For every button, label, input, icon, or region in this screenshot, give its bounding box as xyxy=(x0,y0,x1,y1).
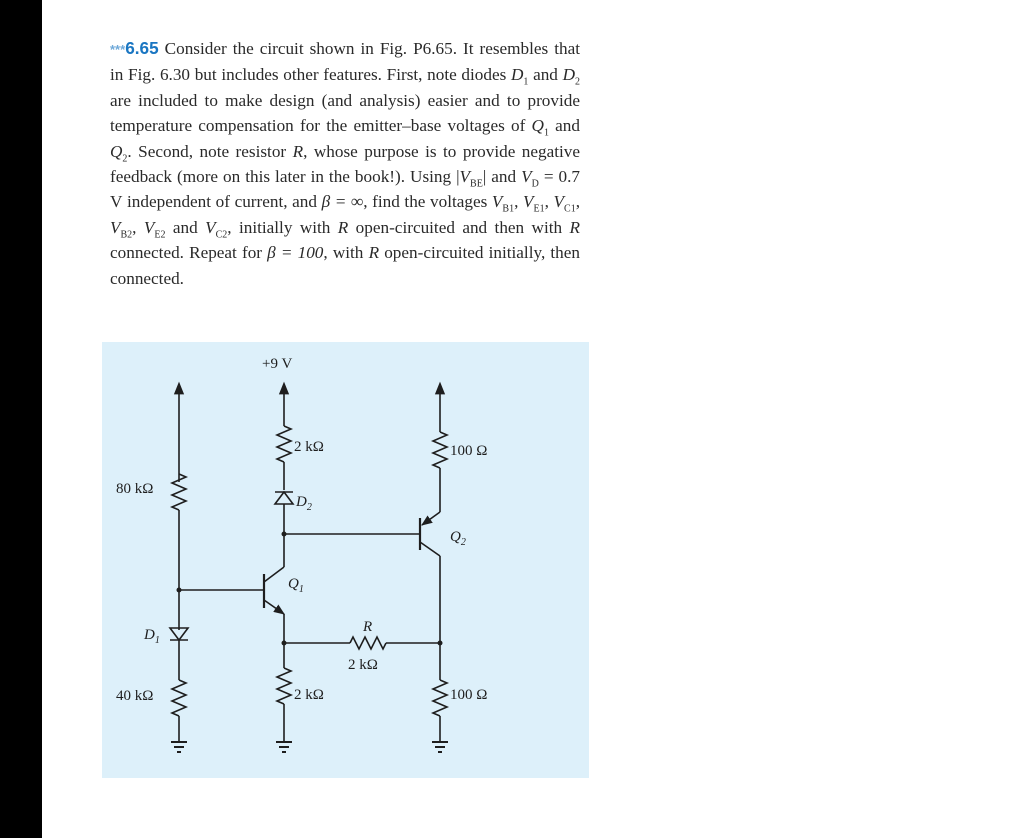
subscript: B1 xyxy=(502,203,515,215)
symbol: R xyxy=(368,243,380,263)
subscript: 1 xyxy=(543,127,549,139)
supply-label: +9 V xyxy=(262,356,293,372)
label-r-name: R xyxy=(363,619,373,635)
subscript: 2 xyxy=(575,76,580,88)
resistor-2k-top xyxy=(277,426,291,462)
symbol: V xyxy=(459,167,471,187)
text-segment: independent of current, and xyxy=(122,192,322,212)
text-segment: open-circuited and then with xyxy=(348,217,570,237)
label-q1: $Q_1$ xyxy=(288,576,304,595)
symbol: V xyxy=(521,167,532,187)
label-d2: $D_2$ xyxy=(296,494,312,513)
problem-number: 6.65 xyxy=(125,38,159,58)
junction-dot xyxy=(177,588,182,593)
text-segment: and xyxy=(486,167,522,187)
label-40k: 40 kΩ xyxy=(116,688,154,704)
subscript: 1 xyxy=(523,76,529,88)
junction-dot xyxy=(282,532,287,537)
symbol: V xyxy=(205,217,216,237)
resistor-100-bottom xyxy=(433,680,447,716)
text-segment: , with xyxy=(323,243,369,263)
symbol: V xyxy=(491,192,503,212)
diode-d2 xyxy=(275,492,293,504)
text-segment: are included to make design (and analysis) easier and to provide temperature compensation for the emitter–base voltages of xyxy=(110,90,580,136)
symbol: V xyxy=(143,217,155,237)
junction-dot xyxy=(282,641,287,646)
resistor-r xyxy=(350,637,386,649)
label-100-top: 100 Ω xyxy=(450,443,488,459)
text-segment: Consider the circuit shown in Fig. P6.65. It resembles that in Fig. 6.30 but includes other features. First, note diodes xyxy=(110,39,580,85)
symbol: V xyxy=(523,192,534,212)
label-r-value: 2 kΩ xyxy=(348,657,378,673)
subscript: 2 xyxy=(122,153,128,165)
label-80k: 80 kΩ xyxy=(116,481,154,497)
symbol: Q xyxy=(110,141,123,161)
symbol: β = 100 xyxy=(267,243,324,263)
ground-left xyxy=(171,742,187,752)
resistor-2k-bottom xyxy=(277,668,291,704)
resistor-100-top xyxy=(433,432,447,468)
subscript: E2 xyxy=(154,229,166,241)
symbol: D xyxy=(562,65,575,85)
text-segment: and xyxy=(528,65,563,85)
symbol: β = ∞ xyxy=(321,192,364,212)
circuit-diagram xyxy=(102,342,589,778)
text-segment: and xyxy=(165,217,206,237)
problem-statement: ***6.65 Consider the circuit shown in Fig. P6.65. It resembles that in Fig. 6.30 but includes other features. First, note diodes $D_1$ and $D_2$ are included to make design (and analysis) easier and to provide temperature compensation for the emitter–base voltages of $Q_1$ and $Q_2$. Second, note resistor R, whose purpose is to provide negative feedback (more on this later in the book!). Using $|V_{BE}|$ and $V_D = 0.7$ V independent of current, and β = ∞, find the voltages $V_{B1}$, $V_{E1}$, $V_{C1}$, $V_{B2}$, $V_{E2}$ and $V_{C2}$, initially with R open-circuited and then with R connected. Repeat for β = 100, with R open-circuited initially, then connected. xyxy=(110,38,581,288)
symbol: R xyxy=(337,217,349,237)
label-2k-top: 2 kΩ xyxy=(294,439,324,455)
symbol: R xyxy=(292,141,304,161)
text-segment: , whose purpose is to provide negative feedback (more on this later in the book!). Using xyxy=(110,141,580,187)
symbol: R xyxy=(569,217,580,237)
text-segment: and xyxy=(548,116,580,136)
text-segment: open-circuited initially, then connected. xyxy=(110,243,580,288)
symbol: Q xyxy=(531,116,544,136)
label-d1: $D_1$ xyxy=(144,627,160,646)
label-2k-bottom: 2 kΩ xyxy=(294,687,324,703)
text-segment: , initially with xyxy=(227,217,338,237)
subscript: C2 xyxy=(215,229,228,241)
text-segment: = 0.7 V xyxy=(110,167,580,212)
subscript: BE xyxy=(470,178,483,190)
ground-middle xyxy=(276,742,292,752)
symbol: D xyxy=(510,65,524,85)
circuit-figure xyxy=(102,342,589,778)
text-segment: , find the voltages xyxy=(363,192,492,212)
text-segment: , xyxy=(132,217,144,237)
label-q2: $Q_2$ xyxy=(450,529,466,548)
subscript: B2 xyxy=(120,229,133,241)
transistor-q1 xyxy=(264,567,284,614)
symbol: V xyxy=(110,217,121,237)
ground-right xyxy=(432,742,448,752)
text-segment: , xyxy=(514,192,524,212)
transistor-q2 xyxy=(420,512,440,556)
resistor-40k xyxy=(172,680,186,716)
subscript: D xyxy=(531,178,539,190)
left-black-bar xyxy=(0,0,42,838)
label-100-bottom: 100 Ω xyxy=(450,687,488,703)
symbol: V xyxy=(553,192,565,212)
text-segment: . Second, note resistor xyxy=(127,141,293,161)
difficulty-stars: *** xyxy=(110,42,126,57)
text-segment: connected. Repeat for xyxy=(110,243,268,263)
subscript: E1 xyxy=(533,203,545,215)
text-segment: , xyxy=(575,192,581,212)
subscript: C1 xyxy=(564,203,576,215)
resistor-80k xyxy=(172,474,186,510)
text-segment: , xyxy=(544,192,554,212)
